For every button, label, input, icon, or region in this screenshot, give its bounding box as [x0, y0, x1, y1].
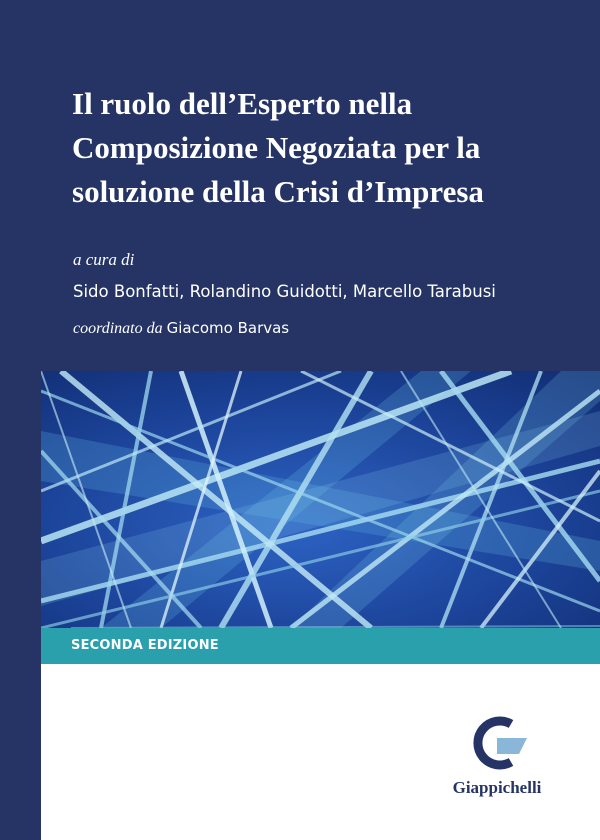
editors-names: Sido Bonfatti, Rolandino Guidotti, Marcello Tarabusi [73, 282, 496, 301]
title-line-1: Il ruolo dell’Esperto nella [72, 86, 413, 121]
publisher-panel [41, 664, 600, 840]
edited-by-label: a cura di [73, 250, 135, 269]
title-line-2: Composizione Negoziata per la [72, 130, 481, 165]
edition-band [41, 628, 600, 664]
coordinator-label: coordinato da [73, 320, 163, 337]
coordinator-name: Giacomo Barvas [166, 319, 290, 337]
coordinator-line [73, 319, 289, 338]
crossing-lines-artwork [41, 371, 600, 628]
cover-artwork [41, 371, 600, 628]
edition-label: SECONDA EDIZIONE [71, 638, 219, 653]
book-title [72, 82, 572, 214]
publisher-name: Giappichelli [452, 778, 542, 797]
publisher-logo-icon [467, 714, 531, 772]
title-line-3: soluzione della Crisi d’Impresa [72, 174, 484, 209]
